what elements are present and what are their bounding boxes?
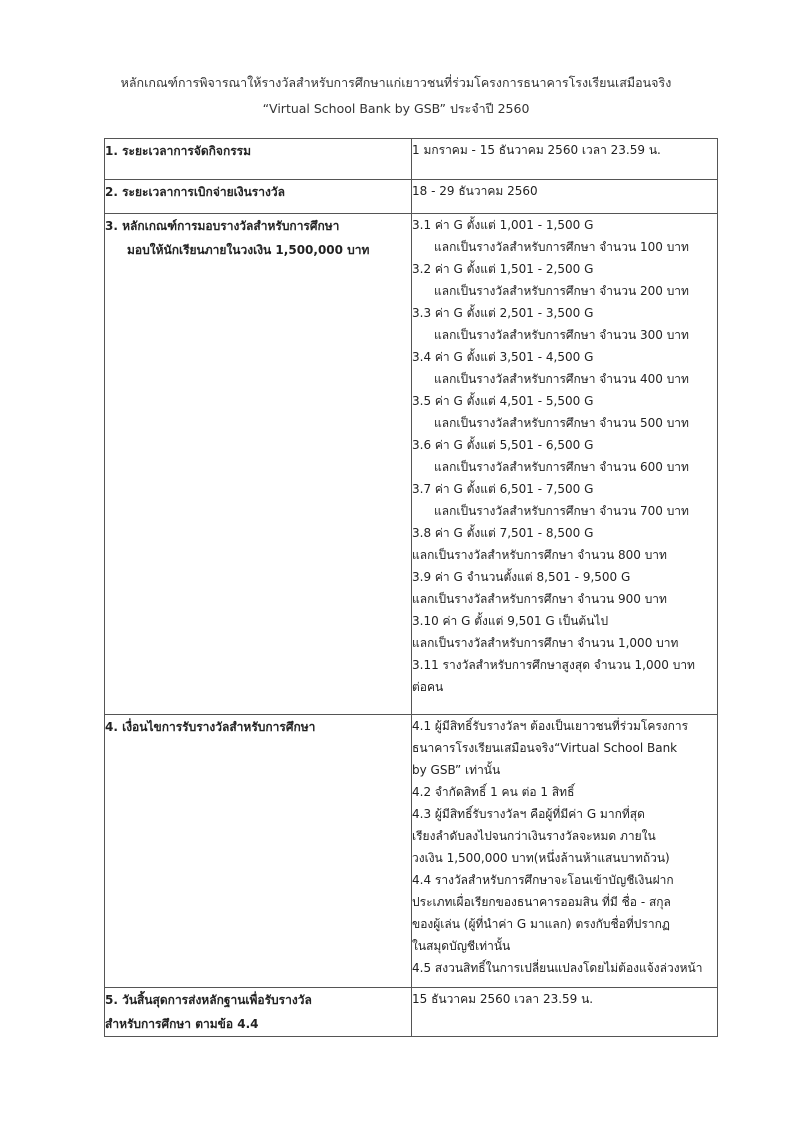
- row-3-label: [105, 214, 412, 715]
- row-3-label-line-2: มอบให้นักเรียนภายในวงเงิน 1,500,000 บาท: [127, 243, 370, 257]
- row-5-value: 15 ธันวาคม 2560 เวลา 23.59 น.: [412, 988, 718, 1037]
- list-item: เรียงลำดับลงไปจนกว่าเงินรางวัลจะหมด ภายใน: [412, 829, 656, 843]
- document-title: [0, 0, 792, 122]
- row-5-label-line-2: สำหรับการศึกษา ตามข้อ 4.4: [105, 1017, 259, 1031]
- row-1-value: 1 มกราคม - 15 ธันวาคม 2560 เวลา 23.59 น.: [412, 139, 718, 180]
- list-item: by GSB” เท่านั้น: [412, 763, 501, 777]
- list-item: 3.6 ค่า G ตั้งแต่ 5,501 - 6,500 G: [412, 438, 594, 452]
- list-item: 3.5 ค่า G ตั้งแต่ 4,501 - 5,500 G: [412, 394, 594, 408]
- list-item: แลกเป็นรางวัลสำหรับการศึกษา จำนวน 700 บาท: [434, 504, 689, 518]
- table-row: [105, 180, 718, 214]
- list-item: 3.10 ค่า G ตั้งแต่ 9,501 G เป็นต้นไป: [412, 614, 609, 628]
- row-3-value: [412, 214, 718, 715]
- list-item: แลกเป็นรางวัลสำหรับการศึกษา จำนวน 600 บาท: [434, 460, 689, 474]
- row-1-label: 1. ระยะเวลาการจัดกิจกรรม: [105, 139, 412, 180]
- list-item: 4.2 จำกัดสิทธิ์ 1 คน ต่อ 1 สิทธิ์: [412, 785, 575, 799]
- list-item: แลกเป็นรางวัลสำหรับการศึกษา จำนวน 200 บาท: [434, 284, 689, 298]
- list-item: 3.2 ค่า G ตั้งแต่ 1,501 - 2,500 G: [412, 262, 594, 276]
- list-item: 3.4 ค่า G ตั้งแต่ 3,501 - 4,500 G: [412, 350, 594, 364]
- row-3-label-line-1: 3. หลักเกณฑ์การมอบรางวัลสำหรับการศึกษา: [105, 219, 340, 233]
- list-item: วงเงิน 1,500,000 บาท(หนึ่งล้านห้าแสนบาทถ้วน): [412, 851, 670, 865]
- criteria-table: [104, 138, 718, 1037]
- list-item: 3.8 ค่า G ตั้งแต่ 7,501 - 8,500 G: [412, 526, 594, 540]
- list-item: 4.4 รางวัลสำหรับการศึกษาจะโอนเข้าบัญชีเงินฝาก: [412, 873, 674, 887]
- list-item: ในสมุดบัญชีเท่านั้น: [412, 939, 511, 953]
- list-item: แลกเป็นรางวัลสำหรับการศึกษา จำนวน 900 บาท: [412, 592, 667, 606]
- list-item: 3.7 ค่า G ตั้งแต่ 6,501 - 7,500 G: [412, 482, 594, 496]
- list-item: ต่อคน: [412, 680, 444, 694]
- title-line-2: “Virtual School Bank by GSB” ประจำปี 2560: [262, 101, 530, 116]
- list-item: 3.1 ค่า G ตั้งแต่ 1,001 - 1,500 G: [412, 218, 594, 232]
- list-item: แลกเป็นรางวัลสำหรับการศึกษา จำนวน 300 บาท: [434, 328, 689, 342]
- row-4-value: [412, 715, 718, 988]
- list-item: 3.9 ค่า G จำนวนตั้งแต่ 8,501 - 9,500 G: [412, 570, 631, 584]
- title-line-1: หลักเกณฑ์การพิจารณาให้รางวัลสำหรับการศึกษาแก่เยาวชนที่ร่วมโครงการธนาคารโรงเรียนเสมือนจริง: [120, 75, 672, 90]
- list-item: ธนาคารโรงเรียนเสมือนจริง“Virtual School Bank: [412, 741, 678, 755]
- list-item: แลกเป็นรางวัลสำหรับการศึกษา จำนวน 500 บาท: [434, 416, 689, 430]
- row-5-label-line-1: 5. วันสิ้นสุดการส่งหลักฐานเพื่อรับรางวัล: [105, 993, 312, 1007]
- list-item: ของผู้เล่น (ผู้ที่นำค่า G มาแลก) ตรงกับชื่อที่ปรากฏ: [412, 917, 670, 931]
- row-4-label: 4. เงื่อนไขการรับรางวัลสำหรับการศึกษา: [105, 715, 412, 988]
- table-row: [105, 988, 718, 1037]
- table-row: [105, 715, 718, 988]
- row-5-label: [105, 988, 412, 1037]
- list-item: 4.5 สงวนสิทธิ์ในการเปลี่ยนแปลงโดยไม่ต้องแจ้งล่วงหน้า: [412, 961, 703, 975]
- list-item: 3.11 รางวัลสำหรับการศึกษาสูงสุด จำนวน 1,000 บาท: [412, 658, 695, 672]
- list-item: 3.3 ค่า G ตั้งแต่ 2,501 - 3,500 G: [412, 306, 594, 320]
- list-item: 4.3 ผู้มีสิทธิ์รับรางวัลฯ คือผู้ที่มีค่า G มากที่สุด: [412, 807, 645, 821]
- table-row: [105, 214, 718, 715]
- row-2-label: 2. ระยะเวลาการเบิกจ่ายเงินรางวัล: [105, 180, 412, 214]
- list-item: 4.1 ผู้มีสิทธิ์รับรางวัลฯ ต้องเป็นเยาวชนที่ร่วมโครงการ: [412, 719, 689, 733]
- table-row: [105, 139, 718, 180]
- list-item: แลกเป็นรางวัลสำหรับการศึกษา จำนวน 100 บาท: [434, 240, 689, 254]
- list-item: แลกเป็นรางวัลสำหรับการศึกษา จำนวน 400 บาท: [434, 372, 689, 386]
- list-item: แลกเป็นรางวัลสำหรับการศึกษา จำนวน 800 บาท: [412, 548, 667, 562]
- list-item: ประเภทเผื่อเรียกของธนาคารออมสิน ที่มี ชื่อ - สกุล: [412, 895, 671, 909]
- list-item: แลกเป็นรางวัลสำหรับการศึกษา จำนวน 1,000 บาท: [412, 636, 679, 650]
- row-2-value: 18 - 29 ธันวาคม 2560: [412, 180, 718, 214]
